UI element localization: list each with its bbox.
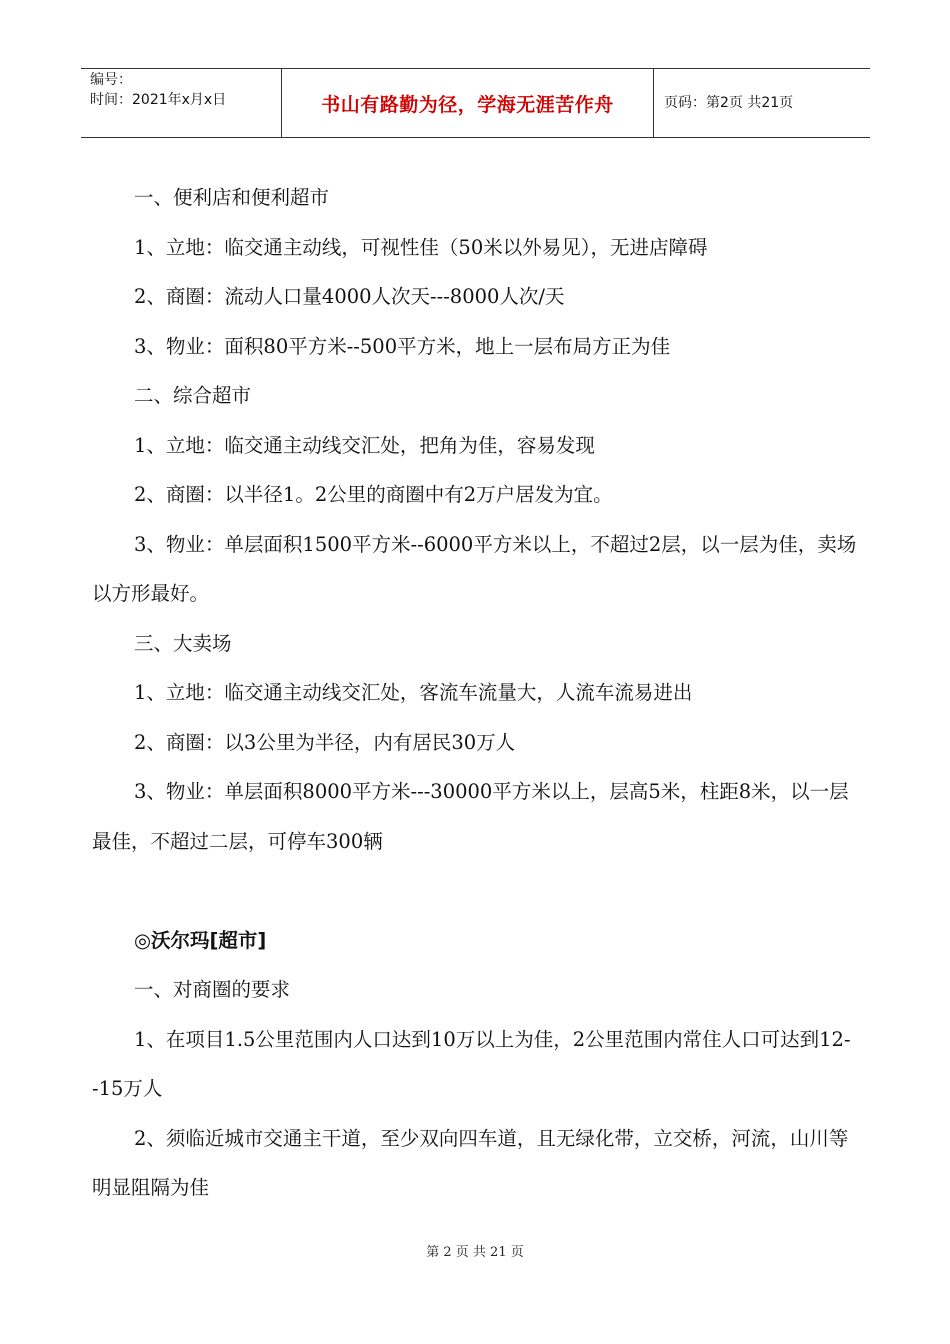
blank-line — [92, 866, 862, 916]
section-heading: 二、综合超市 — [134, 384, 252, 407]
paragraph: 2、商圈：以3公里为半径，内有居民30万人 — [134, 730, 516, 754]
paragraph: 2、须临近城市交通主干道，至少双向四车道，且无绿化带，立交桥，河流，山川等明显阻隔为佳 — [92, 1126, 849, 1199]
paragraph: 2、商圈：以半径1。2公里的商圈中有2万户居发为宜。 — [134, 483, 613, 506]
section-heading: 一、对商圈的要求 — [134, 978, 291, 1001]
paragraph: 2、商圈：流动人口量4000人次天---8000人次/天 — [134, 285, 565, 308]
paragraph: 1、立地：临交通主动线交汇处，把角为佳，容易发现 — [134, 433, 595, 457]
document-body — [92, 173, 862, 1213]
header-page-cell — [654, 69, 870, 137]
paragraph: 1、在项目1.5公里范围内人口达到10万以上为佳，2公里范围内常住人口可达到12--15万人 — [92, 1027, 851, 1100]
paragraph: 3、物业：单层面积8000平方米---30000平方米以上，层高5米，柱距8米，以一层最佳，不超过二层，可停车300辆 — [92, 780, 849, 853]
paragraph: 3、物业：面积80平方米--500平方米，地上一层布局方正为佳 — [134, 334, 671, 358]
document-date: 时间：2021年x月x日 — [90, 92, 227, 108]
page-footer: 第 2 页 共 21 页 — [426, 1245, 524, 1260]
section-heading: 三、大卖场 — [134, 631, 232, 655]
paragraph: 3、物业：单层面积1500平方米--6000平方米以上，不超过2层，以一层为佳，卖场以方形最好。 — [92, 532, 857, 605]
header-page-info: 页码：第2页 共21页 — [664, 95, 794, 111]
document-number-label: 编号： — [90, 72, 132, 88]
paragraph: 1、立地：临交通主动线交汇处，客流车流量大，人流车流易进出 — [134, 681, 693, 704]
paragraph: 1、立地：临交通主动线，可视性佳（50米以外易见），无进店障碍 — [134, 235, 708, 259]
header-motto-cell — [281, 69, 654, 137]
header-motto: 书山有路勤为径，学海无涯苦作舟 — [321, 93, 614, 116]
section-heading: 一、便利店和便利超市 — [134, 186, 330, 209]
walmart-heading: ◎沃尔玛[超市] — [134, 928, 267, 952]
header-meta — [81, 69, 281, 137]
page-header — [81, 68, 870, 138]
